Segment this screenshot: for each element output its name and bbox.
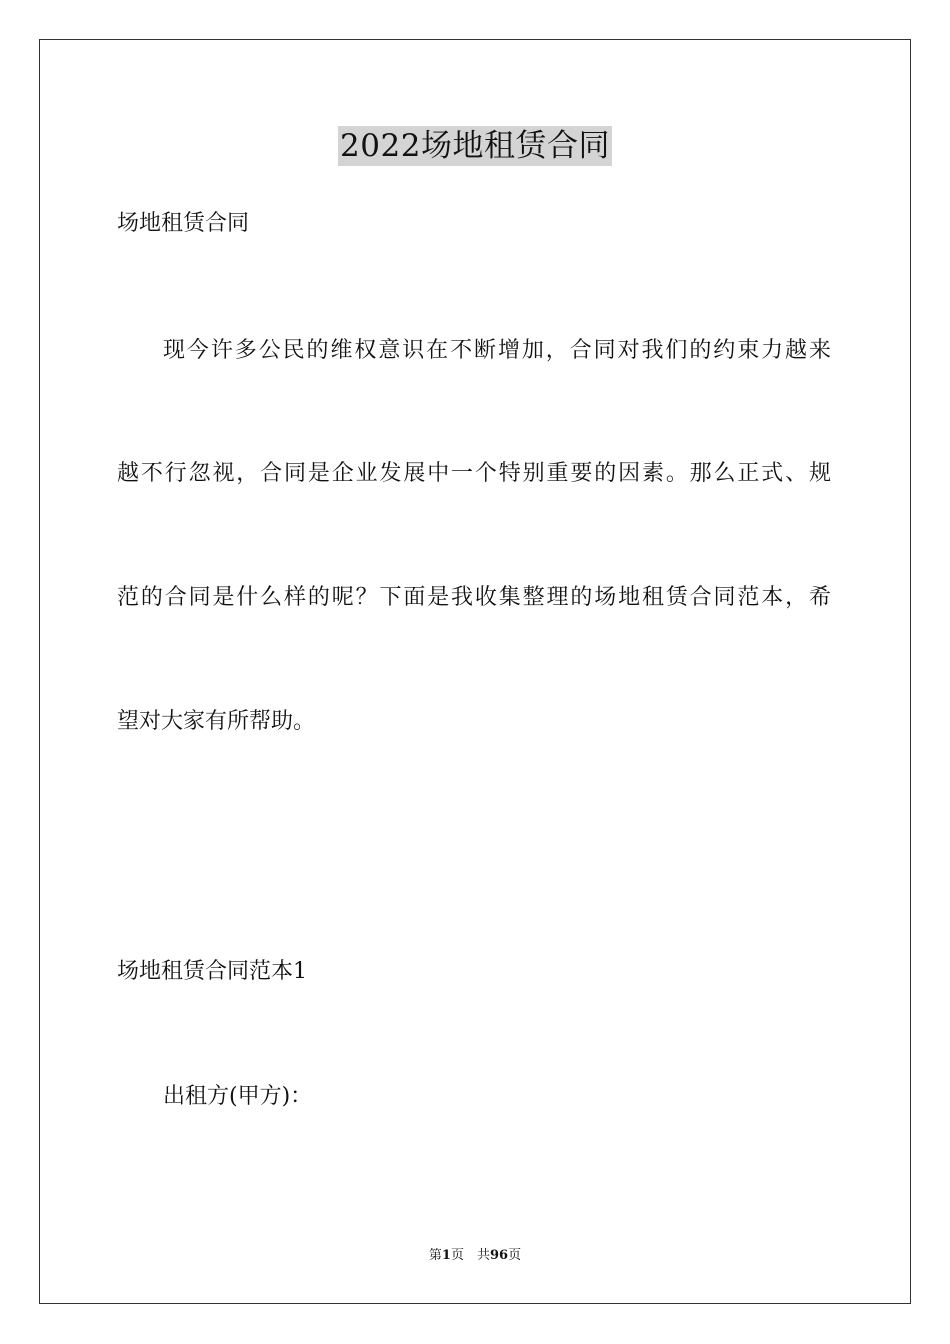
intro-line-2: 越不行忽视，合同是企业发展中一个特别重要的因素。那么正式、规 bbox=[117, 461, 831, 486]
footer-page-suffix: 页 bbox=[508, 1248, 522, 1263]
footer-page-prefix: 第 bbox=[428, 1248, 442, 1263]
intro-line-1: 现今许多公民的维权意识在不断增加，合同对我们的约束力越来 bbox=[163, 338, 831, 363]
page-footer bbox=[0, 1246, 950, 1266]
footer-total-pages: 96 bbox=[489, 1248, 509, 1263]
footer-page-mid: 页 共 bbox=[450, 1248, 490, 1263]
document-subtitle: 场地租赁合同 bbox=[117, 211, 250, 236]
section-heading: 场地租赁合同范本1 bbox=[117, 959, 307, 984]
intro-line-3: 范的合同是什么样的呢？下面是我收集整理的场地租赁合同范本，希 bbox=[117, 585, 831, 610]
title-container bbox=[0, 126, 950, 166]
document-title: 2022场地租赁合同 bbox=[340, 128, 610, 164]
party-line-lessor: 出租方(甲方)： bbox=[163, 1084, 313, 1109]
intro-line-4: 望对大家有所帮助。 bbox=[117, 709, 316, 734]
footer-page-number: 1 bbox=[441, 1248, 451, 1263]
